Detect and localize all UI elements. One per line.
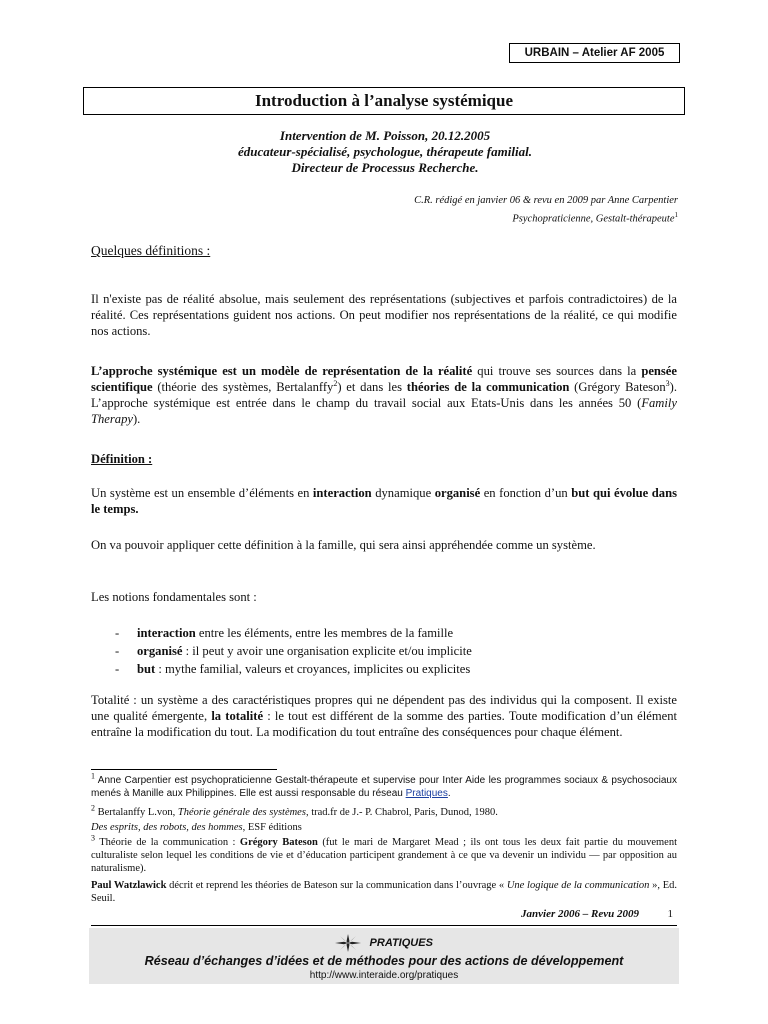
- banner-logo-row: [89, 934, 679, 952]
- footnote-ref-1: 1: [674, 211, 678, 219]
- paragraph-systeme: Un système est un ensemble d’éléments en interaction dynamique organisé en fonction d’un but qui évolue dans le temps.: [91, 486, 677, 516]
- paragraph-approche: L’approche systémique est un modèle de représentation de la réalité qui trouve ses sources dans la pensée scientifique (théorie des systèmes, Bertalanffy$^2$) et dans les théories de la communication (Grégory Bateson$^3$). L’approche systémique est entrée dans le champ du travail social aux Etats-Unis dans les années 50 (Family Therapy).: [91, 364, 678, 426]
- workshop-tag: URBAIN – Atelier AF 2005: [509, 43, 680, 63]
- pratiques-banner: [89, 928, 679, 984]
- footnote-2: $^2$ Bertalanffy L.von, Théorie générale des systèmes, trad.fr de J.- P. Chabrol, Paris, Dunod, 1980.: [91, 803, 498, 818]
- credit-line-2: Psychopraticienne, Gestalt-thérapeute$^1$: [512, 211, 678, 225]
- footnote-ref-2: 2: [333, 378, 338, 388]
- pratiques-link[interactable]: Pratiques: [405, 788, 448, 799]
- section-heading-definition: Définition :: [91, 452, 153, 466]
- intervention-block: [90, 128, 680, 176]
- paragraph-realite: Il n'existe pas de réalité absolue, mais seulement des représentations (subjectives et parfois contradictoires) de la réalité. Ces représentations guident nos actions. On peut modifier nos représentations de la réalité, ce qui modifie nos actions.: [91, 292, 677, 338]
- footnote-1: $^1$ Anne Carpentier est psychopraticienne Gestalt-thérapeute et supervise pour Inter Aide les programmes sociaux & psychosociaux menés à Manille aux Philippines. Elle est aussi responsable du réseau Pratiques.: [91, 771, 677, 799]
- paragraph-totalite: Totalité : un système a des caractéristiques propres qui ne dépendent pas des individus qui la composent. Il existe une qualité émergente, la totalité : le tout est différent de la somme des parties. Toute modification d’un élément entraîne la modification du tout. La modification du tout entraîne des conséquences pour chaque élément.: [91, 693, 678, 739]
- footnote-ref-3: 3: [665, 378, 670, 388]
- footnote-3: $^3$ Théorie de la communication : Grégory Bateson (fut le mari de Margaret Mead ; ils ont tous les deux fait partie du mouvement culturaliste selon lequel les conditions de vie et d’éducation participent grandement à ce que va devenir un individu — par opposition au naturalisme).: [91, 833, 677, 874]
- banner-brand: PRATIQUES: [369, 937, 433, 949]
- credit-line-1: C.R. rédigé en janvier 06 & revu en 2009 par Anne Carpentier: [414, 195, 678, 206]
- list-item: - but : mythe familial, valeurs et croyances, implicites ou explicites: [115, 662, 471, 676]
- page-number: 1: [667, 908, 673, 920]
- footnote-watzlawick: Paul Watzlawick décrit et reprend les théories de Bateson sur la communication dans l’ouvrage « Une logique de la communication », Ed. Seuil.: [91, 880, 677, 904]
- document-title: Introduction à l’analyse systémique: [83, 87, 685, 115]
- intervention-line-1: Intervention de M. Poisson, 20.12.2005: [279, 128, 491, 143]
- compass-rose-icon: [335, 934, 361, 952]
- paragraph-notions-intro: Les notions fondamentales sont :: [91, 590, 257, 604]
- notions-list: [91, 624, 677, 678]
- list-item: - organisé : il peut y avoir une organisation explicite et/ou implicite: [115, 644, 472, 658]
- page-footer: [91, 908, 677, 926]
- paragraph-famille: On va pouvoir appliquer cette définition à la famille, qui sera ainsi appréhendée comme un système.: [91, 538, 596, 552]
- footer-dates: Janvier 2006 – Revu 2009: [521, 908, 639, 920]
- footnote-separator: [91, 769, 277, 770]
- section-heading-definitions: Quelques définitions :: [91, 243, 211, 258]
- credit-block: [300, 194, 678, 227]
- intervention-line-2: éducateur-spécialisé, psychologue, thérapeute familial.: [238, 144, 532, 159]
- banner-url[interactable]: http://www.interaide.org/pratiques: [309, 970, 459, 981]
- footnote-2-continued: Des esprits, des robots, des hommes, ESF éditions: [91, 822, 302, 833]
- intervention-line-3: Directeur de Processus Recherche.: [291, 160, 479, 175]
- list-item: - interaction entre les éléments, entre les membres de la famille: [115, 626, 454, 640]
- banner-tagline: Réseau d’échanges d’idées et de méthodes pour des actions de développement: [144, 954, 624, 968]
